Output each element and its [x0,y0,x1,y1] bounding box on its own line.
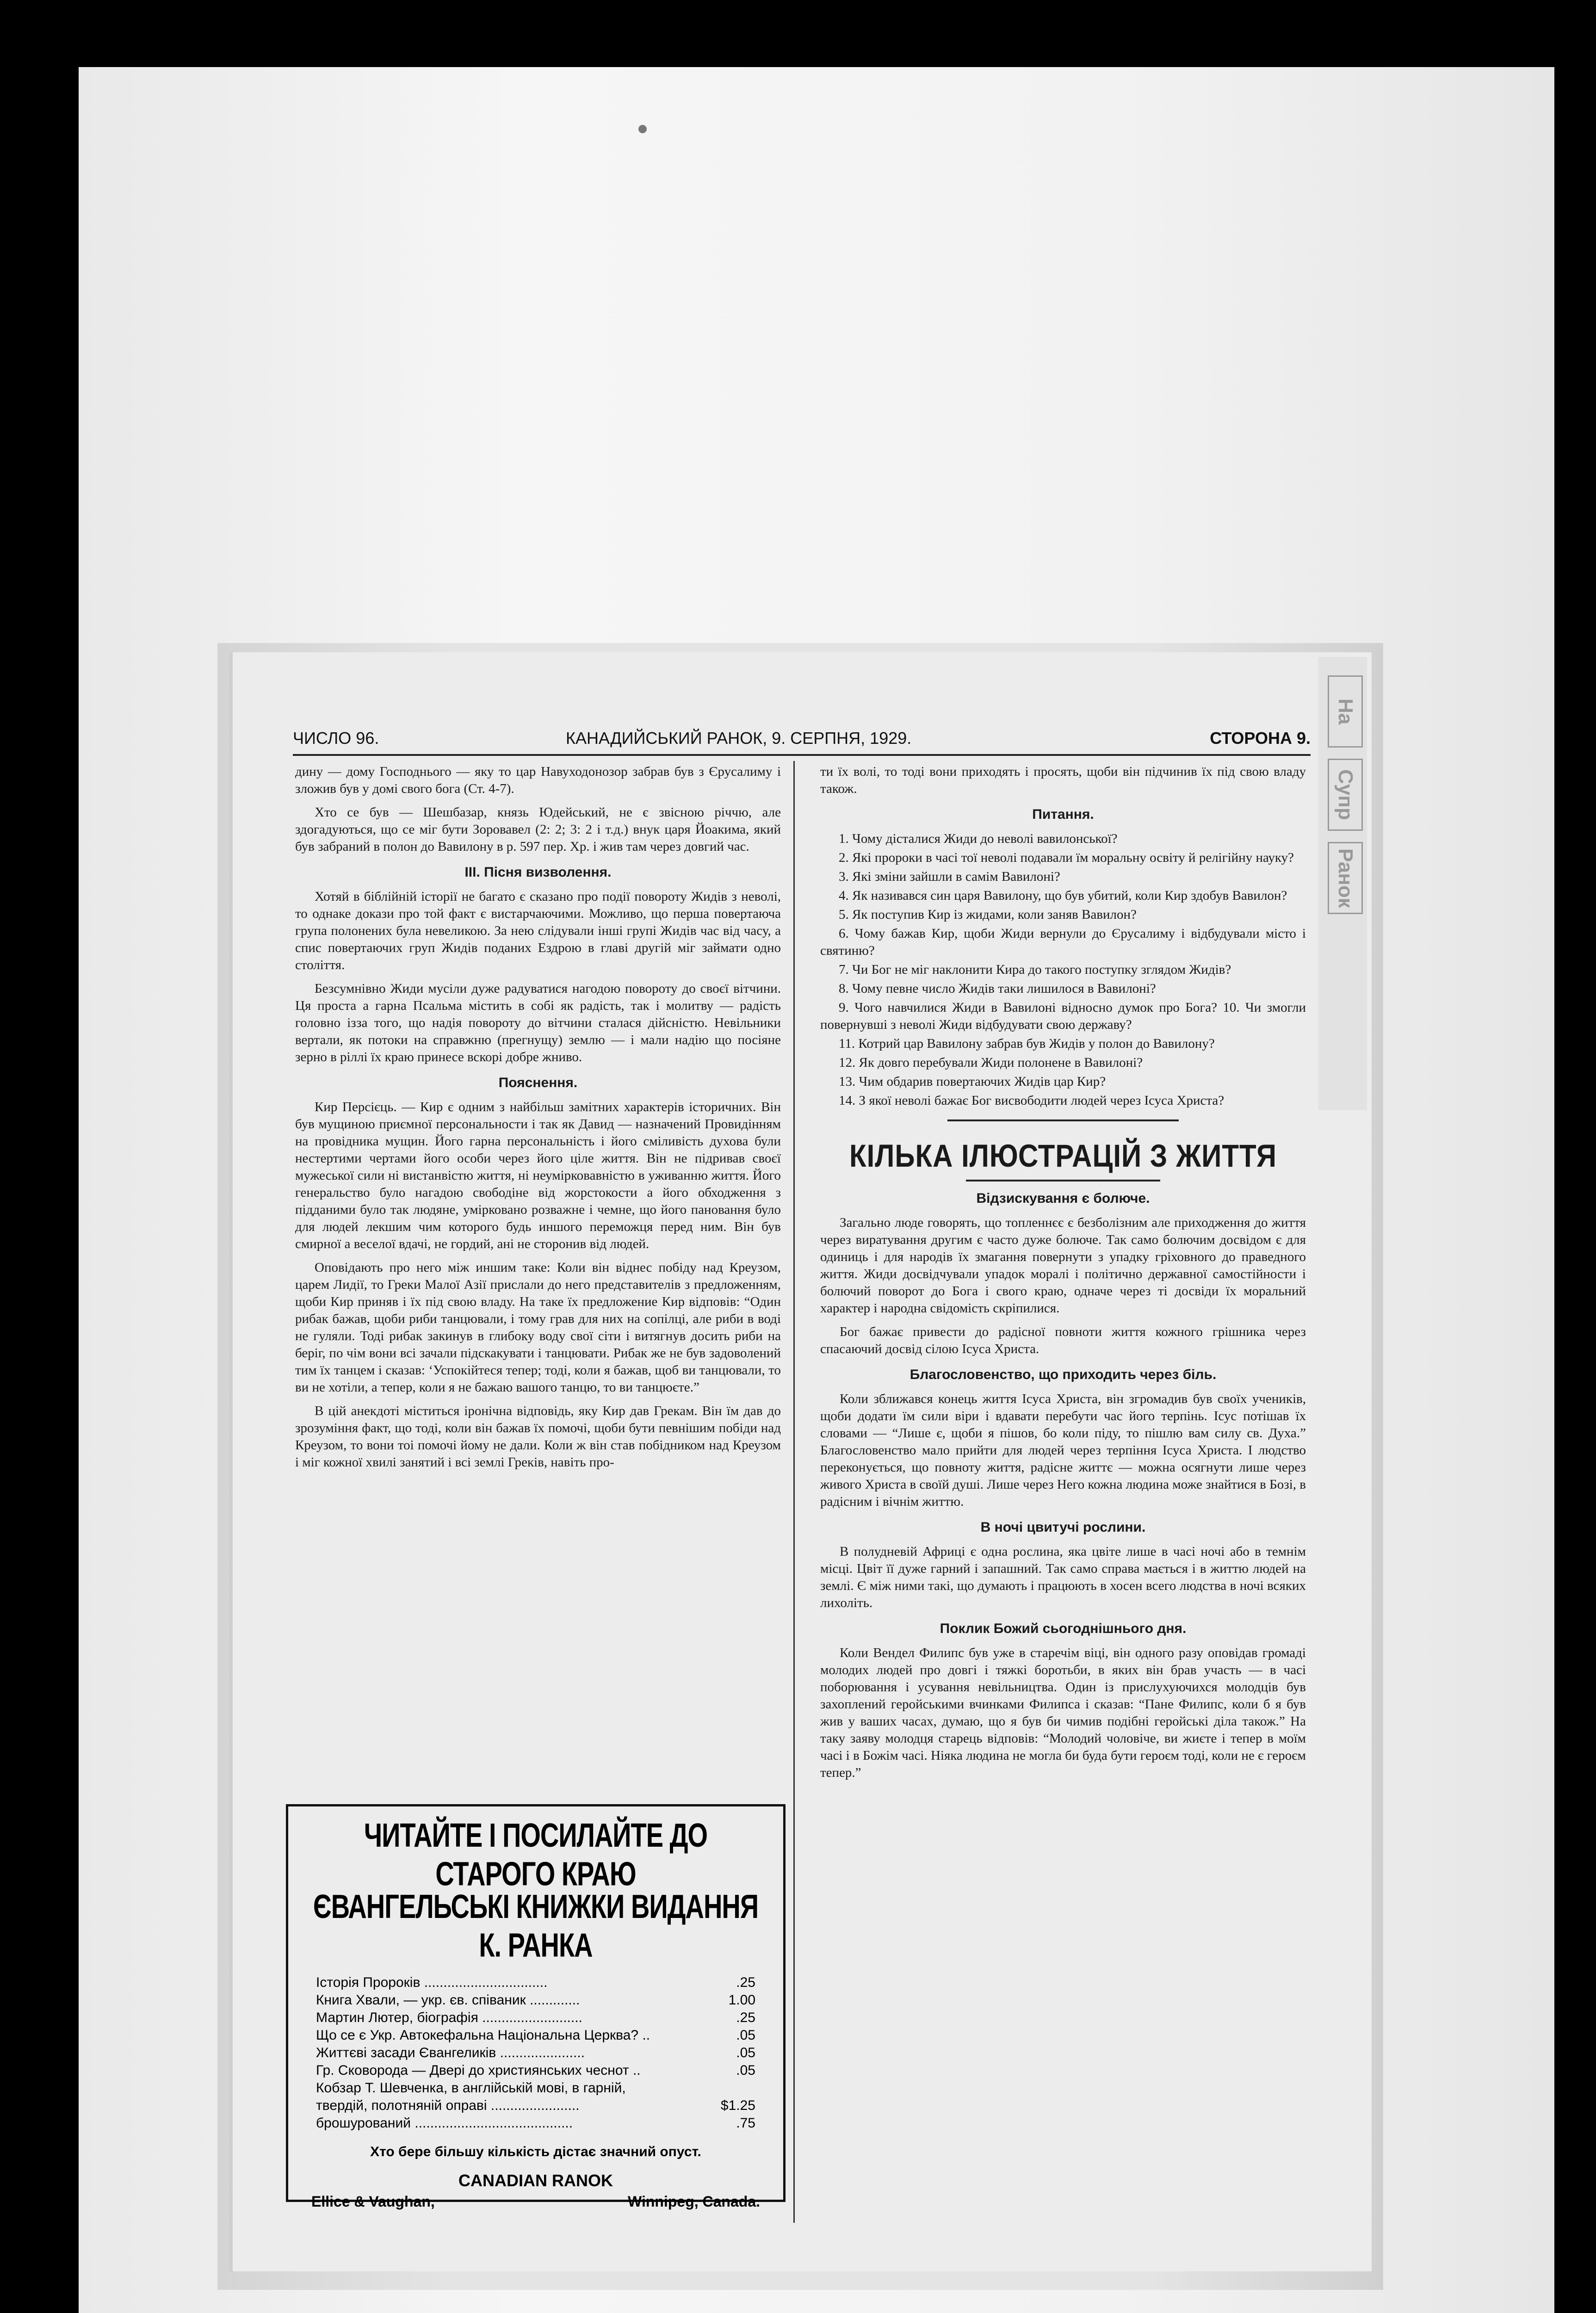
ad-publisher: CANADIAN RANOK [458,2171,613,2190]
section-heading: Благословенство, що приходить через біль. [909,1367,1217,1382]
film-speck [638,125,647,133]
header-rule [293,754,1311,756]
paragraph: Оповідають про него між иншим таке: Коли він віднес побіду над Креузом, царем Лидії, то Греки Малої Азії прислали до него представителів з предложенням, щоби Кир приняв і їх під свою владу. На таке їх предложение Кир відповів: “Один рибак бажав, щоби риби танцювали, і тому грав для них на сопілці, але риби в воді не гуляли. Тоді рибак закинув в глибоку воду свої сіти і витягнув досить риби на беріг, по чім вони всі зачали підскакувати і танцювати. Рибак же не був задоволений тим їх танцем і сказав: ‘Успокійтеся тепер; тоді, коли я бажав, щоб ви танцювали, то ви не хотіли, а тепер, коли я не бажаю вашого танцю, то ви танцюєте.” [295,1260,781,1395]
ad-item: Книга Хвали, — укр. єв. співаник ............. 1.00 [316,1992,755,2008]
ad-item: Мартин Лютер, біографія .......................... .25 [316,2010,755,2025]
page-header [293,729,1311,756]
adjacent-page-edge [1318,657,1367,1110]
paragraph: Хто се був — Шешбазар, князь Юдейський, не є звісною річчю, але здогадуються, що се міг бути Зоровавел (2: 2; 3: 2 і т.д.) внук царя Йоакима, який був забраний в полон до Вавилону в р. 597 пер. Хр. і жив там через довгий час. [295,805,781,854]
question-item: 1. Чому дісталися Жиди до неволі вавилонської? [839,831,1118,846]
ad-item: Життєві засади Євангеликів ...................... .05 [316,2045,755,2060]
article-title: КІЛЬКА ІЛЮСТРАЦІЙ З ЖИТТЯ [849,1138,1277,1174]
ad-item: Гр. Сковорода — Двері до християнських чеснот .. .05 [316,2063,755,2078]
newspaper-page [229,652,1372,2271]
ad-address-street: Ellice & Vaughan, [311,2193,435,2210]
section-heading: Поклик Божий сьогоднішнього дня. [940,1621,1187,1636]
section-heading: III. Пісня визволення. [464,865,612,880]
question-item: 2. Які пророки в часі тої неволі подавали їм моральну освіту й релігійну науку? [839,850,1294,865]
ad-address [302,2190,769,2210]
ad-item: Історія Пророків ................................ .25 [316,1975,755,1990]
question-item: 13. Чим обдарив повертаючих Жидів цар Кир? [839,1074,1106,1089]
book-advertisement [286,1804,786,2210]
ad-title-line-2: ЄВАНГЕЛЬСЬКІ КНИЖКИ ВИДАННЯ К. РАНКА [313,1887,759,1964]
title-rule [966,1180,1160,1181]
paper-title-date: КАНАДИЙСЬКИЙ РАНОК, 9. СЕРПНЯ, 1929. [566,729,912,748]
paragraph: В полудневій Африці є одна рослина, яка цвіте лише в часі ночі або в темнім місці. Цвіт її дуже гарний і запашний. Так само справа мається і в життю людей на землі. Є між ними такі, що думають і працюють в хосен всего людства в ночі всяких лихоліть. [820,1544,1306,1610]
paragraph: Бог бажає привести до радісної повноти життя кожного грішника через спасаючий досвід сілою Ісуса Христа. [820,1324,1306,1356]
paragraph: Кир Персієць. — Кир є одним з найбільш замітних характерів історичних. Він був мущиною приємної персональности і так як Давид — назначений Провидінням на провідника мущин. Його гарна персональність і його сміливість духова були нестертими чертами його особи через його ціле життя. Він не підривав своєї мужеської сили ні вистанвістю життя, ні неумірковавністю в уживанню життя. Його генеральство було нагадою свободіне від жорстокости а його обходження з підданими було так людяне, умірковано розважне і чемне, що його пановання було для людей лекшим чим которого будь иншого переможця перед ним. Він був смирної а веселої вдачі, не гордий, ані не сторонив від людей. [295,1100,781,1251]
question-item: 12. Як довго перебували Жиди полонене в Вавилоні? [839,1055,1143,1070]
section-heading: Відзискування є болюче. [976,1191,1150,1206]
page-number: СТОРОНА 9. [1210,729,1311,748]
paragraph: Безсумнівно Жиди мусіли дуже радуватися нагодою повороту до своєї вітчини. Ця проста а гарна Псальма містить в собі як радість, так і молитву — радість головно ізза того, що надія повороту до вітчини сталася дійсністю. Невільники вертали, як потоки на справжню (прегнущу) землю — і мали надію що посіяне зерно в ріллі їх краю принесе вскорі добре жниво. [295,981,781,1064]
adjacent-page-text: На [1328,675,1363,748]
paragraph: Загально люде говорять, що топленнєє є безболізним але приходження до життя через виратування другим є часто дуже болюче. Так само болючим досвідом є для одиниць і для народів їх змагання повернути з упадку гріховного до праведного життя. Жиди досвідчували упадок моралі і політично державної самостійности і болючий поворот до Бога і свого краю, одначе через ті досвіди їх моральний характер і народна свідомість скріпилися. [820,1215,1306,1316]
ad-discount-note: Хто бере більшу кількість дістає значний опуст. [370,2144,701,2159]
section-heading: В ночі цвитучі рослини. [980,1520,1146,1535]
question-item: 9. Чого навчилися Жиди в Вавилоні відносно думок про Бога? 10. Чи змогли повернувші з неволі Жиди відбудувати свою державу? [820,1000,1306,1032]
paragraph: ти їх волі, то тоді вони приходять і просять, щоби він підчинив їх під свою владу також. [820,764,1306,796]
question-item: 14. З якої неволі бажає Бог висвободити людей через Ісуса Христа? [839,1093,1225,1108]
question-item: 11. Котрий цар Вавилону забрав був Жидів у полон до Вавилону? [839,1036,1215,1051]
ad-title-line-1: ЧИТАЙТЕ І ПОСИЛАЙТЕ ДО СТАРОГО КРАЮ [364,1816,708,1892]
question-item: 5. Як поступив Кир із жидами, коли заняв Вавилон? [839,907,1137,922]
ad-item: твердій, полотняній оправі ....................... $1.25 [316,2098,755,2113]
adjacent-page-text: Супр [1328,759,1363,831]
ad-item: Що се є Укр. Автокефальна Національна Церква? .. .05 [316,2028,755,2043]
paragraph: Коли зближався конець життя Ісуса Христа, він згромадив був своїх учеників, щоби додати їм сили віри і вдавати перебути час його терпінь. Ісус потішав їх словами — “Лише є, щоби я пішов, бо коли піду, то пішлю вам силу св. Духа.” Благословенство мало прийти для людей через терпіння Ісуса Христа. І людство переконується, що повноту життя, радісне життє — можна осягнути лише через живого Христа в своїй душі. Лише через Него кожна людина може знайтися в Бозі, в радісним і вічнім життю. [820,1392,1306,1509]
paragraph: Хотяй в біблійній історії не багато є сказано про події повороту Жидів з неволі, то однаке докази про той факт є вистарчаючими. Можливо, що перша повертаюча група полонених була невеликою. За нею слідували інші групі Жидів час від часу, а спис повертаючих груп Жидів поданих Ездрою в главі другій міг займати одно століття. [295,889,781,972]
questions-list [820,830,1306,1109]
right-column [820,763,1306,1788]
ad-item: брошурований ......................................... .75 [316,2115,755,2131]
question-item: 3. Які зміни зайшли в самім Вавилоні? [839,869,1060,884]
section-heading: Питання. [1032,807,1094,822]
question-item: 6. Чому бажав Кир, щоби Жиди вернули до Єрусалиму і відбудували місто і святиню? [820,926,1306,958]
issue-number: ЧИСЛО 96. [293,729,379,748]
section-heading: Пояснення. [498,1075,578,1090]
question-item: 4. Як називався син царя Вавилону, що був убитий, коли Кир здобув Вавилон? [839,888,1287,903]
title-rule [947,1119,1179,1121]
ad-item: Кобзар Т. Шевченка, в англійській мові, в гарній, [316,2080,626,2096]
left-column [295,763,781,1478]
question-item: 7. Чи Бог не міг наклонити Кира до такого поступку зглядом Жидів? [839,962,1231,977]
paragraph: Коли Вендел Филипс був уже в старечім віці, він одного разу оповідав громаді молодих людей про довгі і тяжкі боротьби, в яких він брав участь — в часі поборювання і усування невільництва. Один із прислухуючихся молодців був захоплений геройськими вчинками Филипса і сказав: “Пане Филипс, коли б я був жив у ваших часах, думаю, що я був би чимив подібні геройські діла також.” На таку заяву молодця старець відповів: “Молодий чоловіче, ви жиєте і тепер в моїм часі і в Божім часі. Ніяка людина не могла би буда бути героєм тоді, коли не є героєм тепер.” [820,1645,1306,1780]
adjacent-page-text: Ранок [1328,842,1363,914]
paragraph: дину — дому Господнього — яку то цар Навуходонозор забрав був з Єрусалиму і зложив був у домі свого бога (Ст. 4-7). [295,764,781,796]
question-item: 8. Чому певне число Жидів таки лишилося в Вавилоні? [839,981,1156,996]
column-divider [793,761,795,2223]
paragraph: В цій анекдоті міститься іронічна відповідь, яку Кир дав Грекам. Він їм дав до зрозуміння факт, що тоді, коли він бажав їх помочі, щоби бути певнішим побіди над Креузом, то вони тоі помочі йому не дали. Коли ж він став побідником над Креузом і міг кожної хвилі занятий і всі землі Греків, навіть про- [295,1404,781,1470]
ad-address-city: Winnipeg, Canada. [628,2193,760,2210]
